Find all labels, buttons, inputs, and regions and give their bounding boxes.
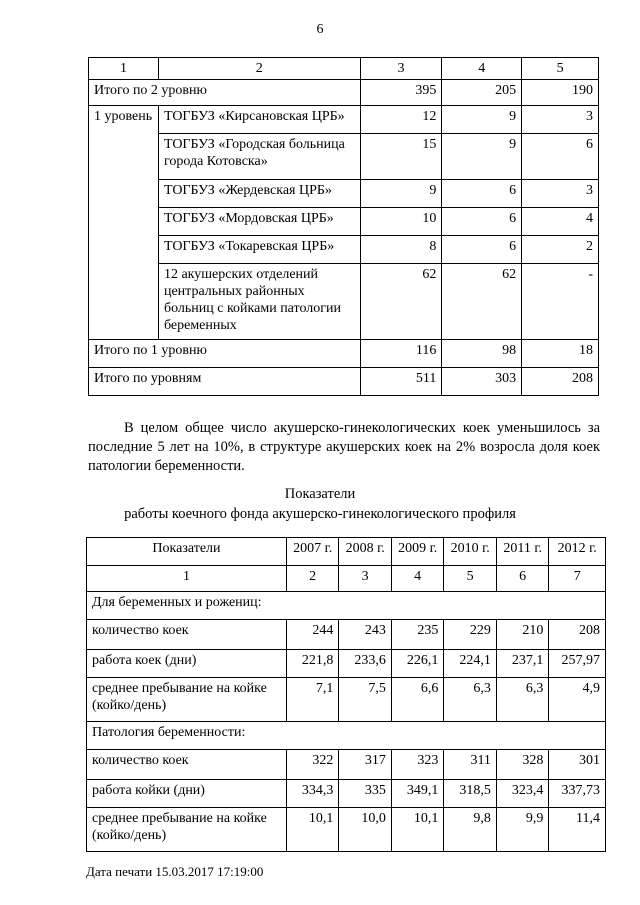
level-label: 1 уровень bbox=[89, 106, 159, 340]
table-cell: 6 bbox=[442, 236, 522, 264]
header-cell: 4 bbox=[442, 58, 522, 80]
table-cell: 9 bbox=[442, 134, 522, 180]
table-cell: - bbox=[522, 264, 599, 340]
table-cell: 395 bbox=[360, 80, 442, 106]
row-label: среднее пребывание на койке (койко/день) bbox=[87, 678, 287, 722]
table-cell: 18 bbox=[522, 340, 599, 368]
table-cell: 208 bbox=[522, 368, 599, 396]
column-number: 3 bbox=[339, 566, 392, 592]
table-cell: 9 bbox=[360, 180, 442, 208]
row-label: среднее пребывание на койке (койко/день) bbox=[87, 808, 287, 852]
row-label: работа коек (дни) bbox=[87, 650, 287, 678]
table-caption-subtitle: работы коечного фонда акушерско-гинекологического профиля bbox=[124, 506, 516, 522]
row-label: Итого по 1 уровню bbox=[89, 340, 361, 368]
header-cell: 2010 г. bbox=[444, 538, 497, 566]
table-cell: 7,1 bbox=[286, 678, 339, 722]
table-row bbox=[89, 236, 599, 264]
table-cell: 15 bbox=[360, 134, 442, 180]
table-cell: 328 bbox=[496, 750, 549, 780]
table-cell: 6 bbox=[522, 134, 599, 180]
row-label: Итого по уровням bbox=[89, 368, 361, 396]
table-cell: 317 bbox=[339, 750, 392, 780]
table-cell: 323,4 bbox=[496, 780, 549, 808]
row-label: работа койки (дни) bbox=[87, 780, 287, 808]
table-cell: 190 bbox=[522, 80, 599, 106]
table-row bbox=[89, 80, 599, 106]
table-row bbox=[87, 620, 606, 650]
table-row bbox=[87, 650, 606, 678]
table-cell: 322 bbox=[286, 750, 339, 780]
table-cell: 6,3 bbox=[496, 678, 549, 722]
table-cell: 7,5 bbox=[339, 678, 392, 722]
bed-fund-indicators-table bbox=[86, 537, 606, 852]
header-cell: 2008 г. bbox=[339, 538, 392, 566]
table-cell: 12 bbox=[360, 106, 442, 134]
table-cell: 62 bbox=[442, 264, 522, 340]
table-cell: 226,1 bbox=[391, 650, 444, 678]
table-cell: 10,0 bbox=[339, 808, 392, 852]
table-cell: 337,73 bbox=[549, 780, 606, 808]
table-cell: 4,9 bbox=[549, 678, 606, 722]
hospital-name: ТОГБУЗ «Кирсановская ЦРБ» bbox=[158, 106, 360, 134]
header-cell: 5 bbox=[522, 58, 599, 80]
row-label: Итого по 2 уровню bbox=[89, 80, 361, 106]
table-row bbox=[89, 134, 599, 180]
table-cell: 257,97 bbox=[549, 650, 606, 678]
table-cell: 205 bbox=[442, 80, 522, 106]
header-cell: 1 bbox=[89, 58, 159, 80]
table-cell: 335 bbox=[339, 780, 392, 808]
table-cell: 9,8 bbox=[444, 808, 497, 852]
section-row bbox=[87, 592, 606, 620]
table-header-row bbox=[87, 538, 606, 566]
table-cell: 311 bbox=[444, 750, 497, 780]
table-cell: 323 bbox=[391, 750, 444, 780]
hospital-name: ТОГБУЗ «Городская больница города Котовска» bbox=[158, 134, 360, 180]
column-number: 1 bbox=[87, 566, 287, 592]
header-cell: Показатели bbox=[87, 538, 287, 566]
table-caption-title: Показатели bbox=[284, 486, 356, 502]
table-cell: 6,3 bbox=[444, 678, 497, 722]
table-cell: 334,3 bbox=[286, 780, 339, 808]
table-row bbox=[89, 180, 599, 208]
table-cell: 6 bbox=[442, 208, 522, 236]
header-cell: 2009 г. bbox=[391, 538, 444, 566]
table-cell: 349,1 bbox=[391, 780, 444, 808]
table-cell: 4 bbox=[522, 208, 599, 236]
table-cell: 221,8 bbox=[286, 650, 339, 678]
summary-paragraph: В целом общее число акушерско-гинекологических коек уменьшилось за последние 5 лет на 10%, в структуре акушерских коек на 2% возросла доля коек патологии беременности. bbox=[88, 420, 600, 474]
hospital-name: ТОГБУЗ «Мордовская ЦРБ» bbox=[158, 208, 360, 236]
header-cell: 3 bbox=[360, 58, 442, 80]
header-cell: 2012 г. bbox=[549, 538, 606, 566]
header-cell: 2007 г. bbox=[286, 538, 339, 566]
table-cell: 244 bbox=[286, 620, 339, 650]
column-number: 2 bbox=[286, 566, 339, 592]
table-header-row bbox=[89, 58, 599, 80]
table-row bbox=[89, 264, 599, 340]
table-cell: 237,1 bbox=[496, 650, 549, 678]
table-cell: 233,6 bbox=[339, 650, 392, 678]
table-cell: 243 bbox=[339, 620, 392, 650]
table-cell: 229 bbox=[444, 620, 497, 650]
table-row bbox=[87, 678, 606, 722]
section-title: Для беременных и рожениц: bbox=[87, 592, 606, 620]
row-label: количество коек bbox=[87, 750, 287, 780]
table-cell: 11,4 bbox=[549, 808, 606, 852]
table-cell: 10,1 bbox=[286, 808, 339, 852]
column-number: 5 bbox=[444, 566, 497, 592]
table-cell: 116 bbox=[360, 340, 442, 368]
table-row bbox=[87, 750, 606, 780]
table-cell: 3 bbox=[522, 106, 599, 134]
section-row bbox=[87, 722, 606, 750]
table-cell: 6 bbox=[442, 180, 522, 208]
table-row bbox=[87, 780, 606, 808]
hospital-name: ТОГБУЗ «Жердевская ЦРБ» bbox=[158, 180, 360, 208]
table-row bbox=[89, 208, 599, 236]
table-cell: 10 bbox=[360, 208, 442, 236]
header-cell: 2 bbox=[158, 58, 360, 80]
column-number-row bbox=[87, 566, 606, 592]
table-cell: 8 bbox=[360, 236, 442, 264]
table-cell: 2 bbox=[522, 236, 599, 264]
column-number: 7 bbox=[549, 566, 606, 592]
section-title: Патология беременности: bbox=[87, 722, 606, 750]
table-cell: 6,6 bbox=[391, 678, 444, 722]
column-number: 4 bbox=[391, 566, 444, 592]
table-row bbox=[89, 368, 599, 396]
table-cell: 9 bbox=[442, 106, 522, 134]
table-cell: 10,1 bbox=[391, 808, 444, 852]
table-cell: 98 bbox=[442, 340, 522, 368]
table-row bbox=[89, 106, 599, 134]
row-label: количество коек bbox=[87, 620, 287, 650]
header-cell: 2011 г. bbox=[496, 538, 549, 566]
page-number: 6 bbox=[316, 22, 324, 37]
table-cell: 3 bbox=[522, 180, 599, 208]
table-cell: 62 bbox=[360, 264, 442, 340]
table-row bbox=[87, 808, 606, 852]
table-row bbox=[89, 340, 599, 368]
table-cell: 9,9 bbox=[496, 808, 549, 852]
beds-by-level-table bbox=[88, 57, 599, 396]
column-number: 6 bbox=[496, 566, 549, 592]
table-cell: 318,5 bbox=[444, 780, 497, 808]
print-date: Дата печати 15.03.2017 17:19:00 bbox=[86, 864, 264, 879]
table-cell: 303 bbox=[442, 368, 522, 396]
table-cell: 210 bbox=[496, 620, 549, 650]
table-cell: 224,1 bbox=[444, 650, 497, 678]
hospital-name: ТОГБУЗ «Токаревская ЦРБ» bbox=[158, 236, 360, 264]
table-cell: 235 bbox=[391, 620, 444, 650]
table-cell: 208 bbox=[549, 620, 606, 650]
hospital-name: 12 акушерских отделений центральных районных больниц с койками патологии беременных bbox=[158, 264, 360, 340]
table-cell: 301 bbox=[549, 750, 606, 780]
table-cell: 511 bbox=[360, 368, 442, 396]
